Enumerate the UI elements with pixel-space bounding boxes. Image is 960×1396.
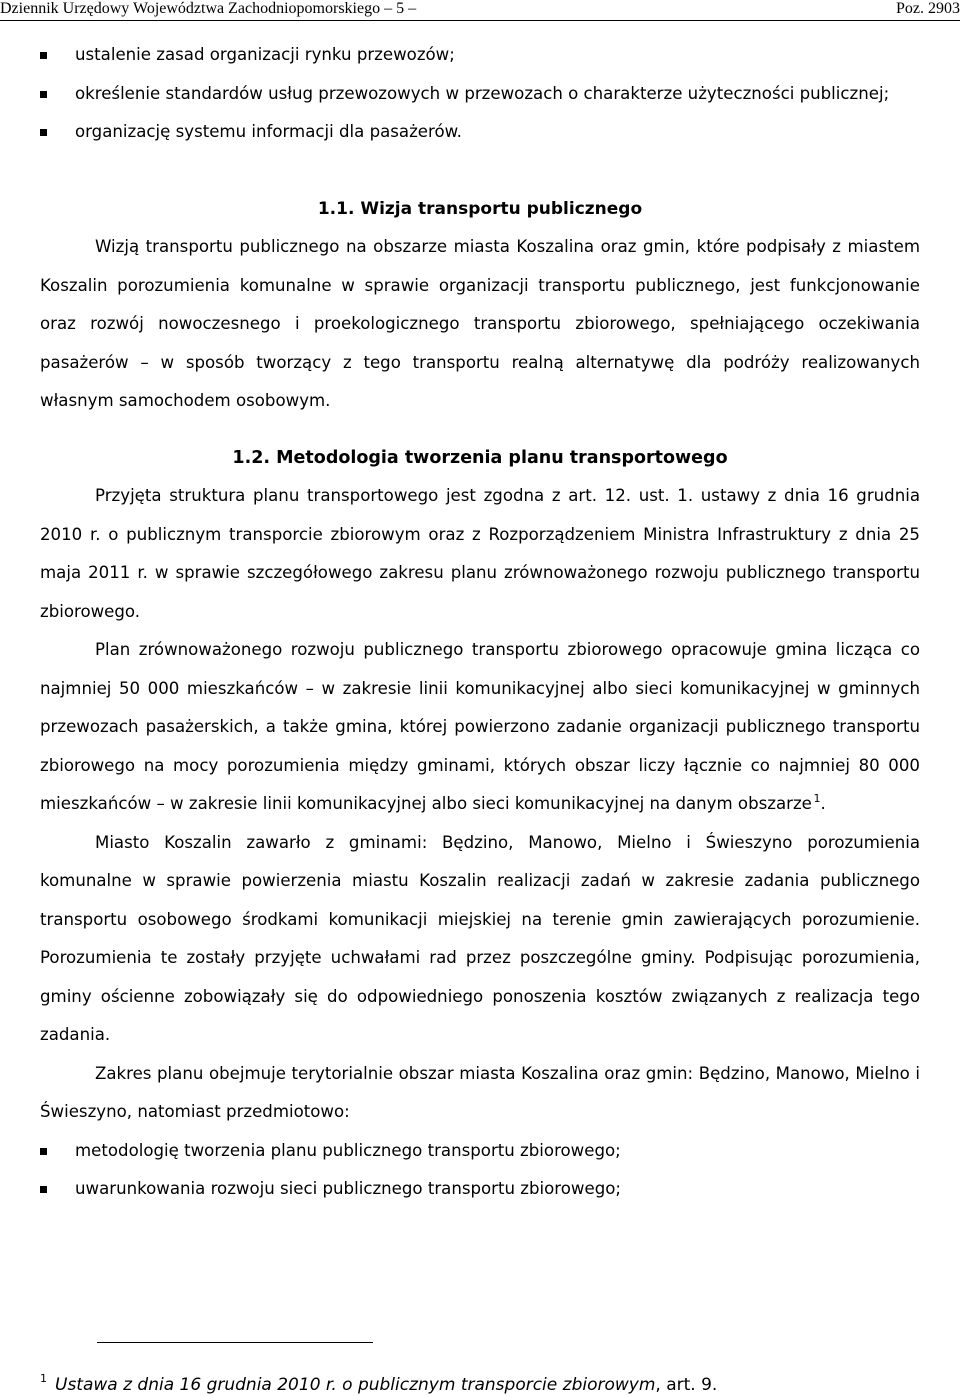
- paragraph-structure: Przyjęta struktura planu transportowego jest zgodna z art. 12. ust. 1. ustawy z dnia 16 grudnia 2010 r. o publicznym transporcie zbiorowym oraz z Rozporządzeniem Ministra Infrastruktury z dnia 25 maja 2011 r. w sprawie szczegółowego zakresu planu zrównoważonego rozwoju publicznego transportu zbiorowego.: [40, 486, 920, 621]
- footnote: [40, 1368, 920, 1396]
- list-item: metodologię tworzenia planu publicznego transportu zbiorowego;: [40, 1132, 920, 1171]
- section-heading-vision: 1.1. Wizja transportu publicznego: [317, 198, 643, 219]
- square-bullet-icon: [40, 1148, 47, 1155]
- journal-title: Dziennik Urzędowy Województwa Zachodniopomorskiego – 5 –: [0, 0, 417, 17]
- footnote-citation: Ustawa z dnia 16 grudnia 2010 r. o publicznym transporcie zbiorowym: [55, 1375, 656, 1395]
- square-bullet-icon: [40, 91, 47, 98]
- footnote-separator: [97, 1342, 373, 1343]
- list-item: ustalenie zasad organizacji rynku przewozów;: [40, 36, 920, 75]
- position-number: Poz. 2903: [896, 0, 960, 17]
- bullet-list-bottom: [40, 1132, 920, 1209]
- bullet-list-top: [40, 36, 920, 152]
- footnote-mark: 1: [40, 1372, 47, 1385]
- square-bullet-icon: [40, 1186, 47, 1193]
- section-heading-methodology: 1.2. Metodologia tworzenia planu transportowego: [232, 447, 728, 468]
- paragraph-plan-scope: Plan zrównoważonego rozwoju publicznego transportu zbiorowego opracowuje gmina licząca co najmniej 50 000 mieszkańców – w zakresie linii komunikacyjnej albo sieci komunikacyjnej w gminnych przewozach pasażerskich, a także gmina, której powierzono zadanie organizacji publicznego transportu zbiorowego na mocy porozumienia między gminami, których obszar liczy łącznie co najmniej 80 000 mieszkańców – w zakresie linii komunikacyjnej albo sieci komunikacyjnej na danym obszarze $^1$.: [40, 640, 920, 813]
- list-item: organizację systemu informacji dla pasażerów.: [40, 113, 920, 152]
- paragraph-plan-range: Zakres planu obejmuje terytorialnie obszar miasta Koszalina oraz gmin: Będzino, Manowo, Mielno i Świeszyno, natomiast przedmiotowo:: [40, 1063, 920, 1121]
- paragraph-agreements: Miasto Koszalin zawarło z gminami: Będzino, Manowo, Mielno i Świeszyno porozumienia komunalne w sprawie powierzenia miastu Koszalin realizacji zadań w zakresie zadania publicznego transportu osobowego środkami komunikacji miejskiej na terenie gmin zawierających porozumienie. Porozumienia te zostały przyjęte uchwałami rad przez poszczególne gminy. Podpisując porozumienia, gminy ościenne zobowiązały się do odpowiedniego ponoszenia kosztów związanych z realizacja tego zadania.: [40, 832, 920, 1044]
- footnote-reference: 1: [813, 792, 821, 805]
- document-body: [40, 36, 920, 1209]
- paragraph-vision: Wizją transportu publicznego na obszarze miasta Koszalina oraz gmin, które podpisały z miastem Koszalin porozumienia komunalne w sprawie organizacji transportu publicznego, jest funkcjonowanie oraz rozwój nowoczesnego i proekologicznego transportu zbiorowego, spełniającego oczekiwania pasażerów – w sposób tworzący z tego transportu realną alternatywę dla podróży realizowanych własnym samochodem osobowym.: [40, 237, 920, 410]
- list-item: określenie standardów usług przewozowych w przewozach o charakterze użyteczności publicznej;: [40, 75, 920, 114]
- footnote-article: , art. 9.: [655, 1375, 718, 1395]
- square-bullet-icon: [40, 52, 47, 59]
- list-item: uwarunkowania rozwoju sieci publicznego transportu zbiorowego;: [40, 1170, 920, 1209]
- page-header: [0, 0, 960, 21]
- square-bullet-icon: [40, 129, 47, 136]
